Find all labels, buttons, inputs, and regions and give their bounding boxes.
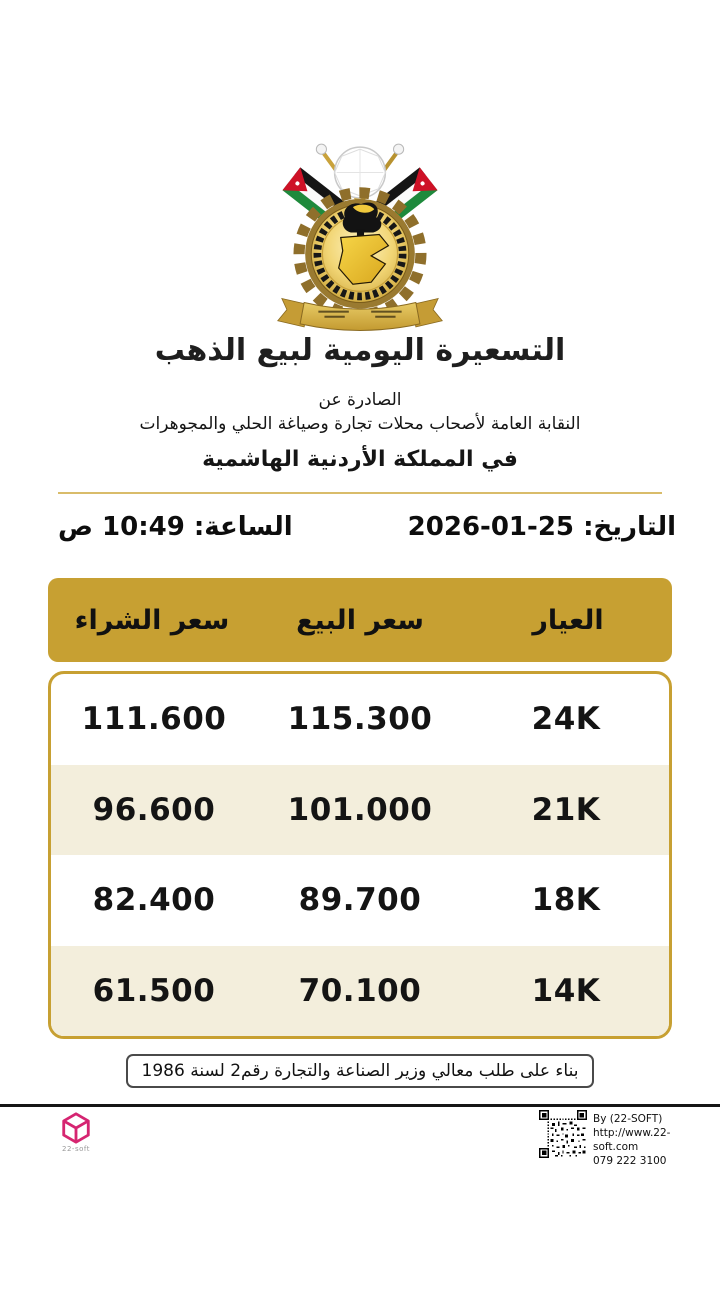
gold-divider xyxy=(58,492,662,494)
qr-code-icon xyxy=(539,1110,587,1158)
table-row-14k xyxy=(51,946,669,1037)
vendor-by: By (22-SOFT) xyxy=(593,1113,663,1125)
price-table-header xyxy=(48,578,672,662)
date-label: التاريخ: xyxy=(583,512,676,542)
date-value: 25-01-2026 xyxy=(407,512,575,542)
sell-price: 89.700 xyxy=(298,882,422,919)
table-row-24k xyxy=(51,674,669,765)
vendor-cube-logo xyxy=(56,1111,96,1153)
date-pair xyxy=(408,512,676,542)
legal-note: بناء على طلب معالي وزير الصناعة والتجارة رقم2 لسنة 1986 xyxy=(126,1054,595,1088)
table-row-21k xyxy=(51,765,669,856)
column-header-karat: العيار xyxy=(532,604,604,636)
cube-icon xyxy=(58,1111,94,1145)
vendor-url: http://www.22-soft.com xyxy=(593,1127,671,1153)
footer-divider xyxy=(0,1104,720,1107)
karat-value: 14K xyxy=(531,972,601,1009)
buy-price: 82.400 xyxy=(92,882,216,919)
page-title: التسعيرة اليومية لبيع الذهب xyxy=(154,333,566,368)
buy-price: 111.600 xyxy=(81,701,227,738)
time-value: 10:49 ص xyxy=(58,512,185,542)
legal-note-wrap xyxy=(0,1054,720,1088)
karat-value: 24K xyxy=(531,701,601,738)
price-table-body xyxy=(48,671,672,1039)
syndicate-emblem-icon xyxy=(273,136,447,334)
column-header-buy: سعر الشراء xyxy=(74,604,230,636)
karat-value: 21K xyxy=(531,791,601,828)
sell-price: 70.100 xyxy=(298,972,422,1009)
sell-price: 101.000 xyxy=(287,791,433,828)
buy-price: 96.600 xyxy=(92,791,216,828)
vendor-info xyxy=(593,1112,713,1168)
time-pair xyxy=(58,512,293,542)
vendor-phone: 079 222 3100 xyxy=(593,1155,667,1167)
vendor-logo-caption: 22-soft xyxy=(62,1145,90,1153)
issued-by-line2: النقابة العامة لأصحاب محلات تجارة وصياغة الحلي والمجوهرات xyxy=(139,414,581,434)
karat-value: 18K xyxy=(531,882,601,919)
sell-price: 115.300 xyxy=(287,701,433,738)
table-row-18k xyxy=(51,855,669,946)
datetime-row xyxy=(58,512,676,542)
column-header-sell: سعر البيع xyxy=(296,604,424,636)
issued-by-line1: الصادرة عن xyxy=(318,390,402,410)
buy-price: 61.500 xyxy=(92,972,216,1009)
issued-by-line3: في المملكة الأردنية الهاشمية xyxy=(202,447,518,472)
time-label: الساعة: xyxy=(193,512,293,542)
